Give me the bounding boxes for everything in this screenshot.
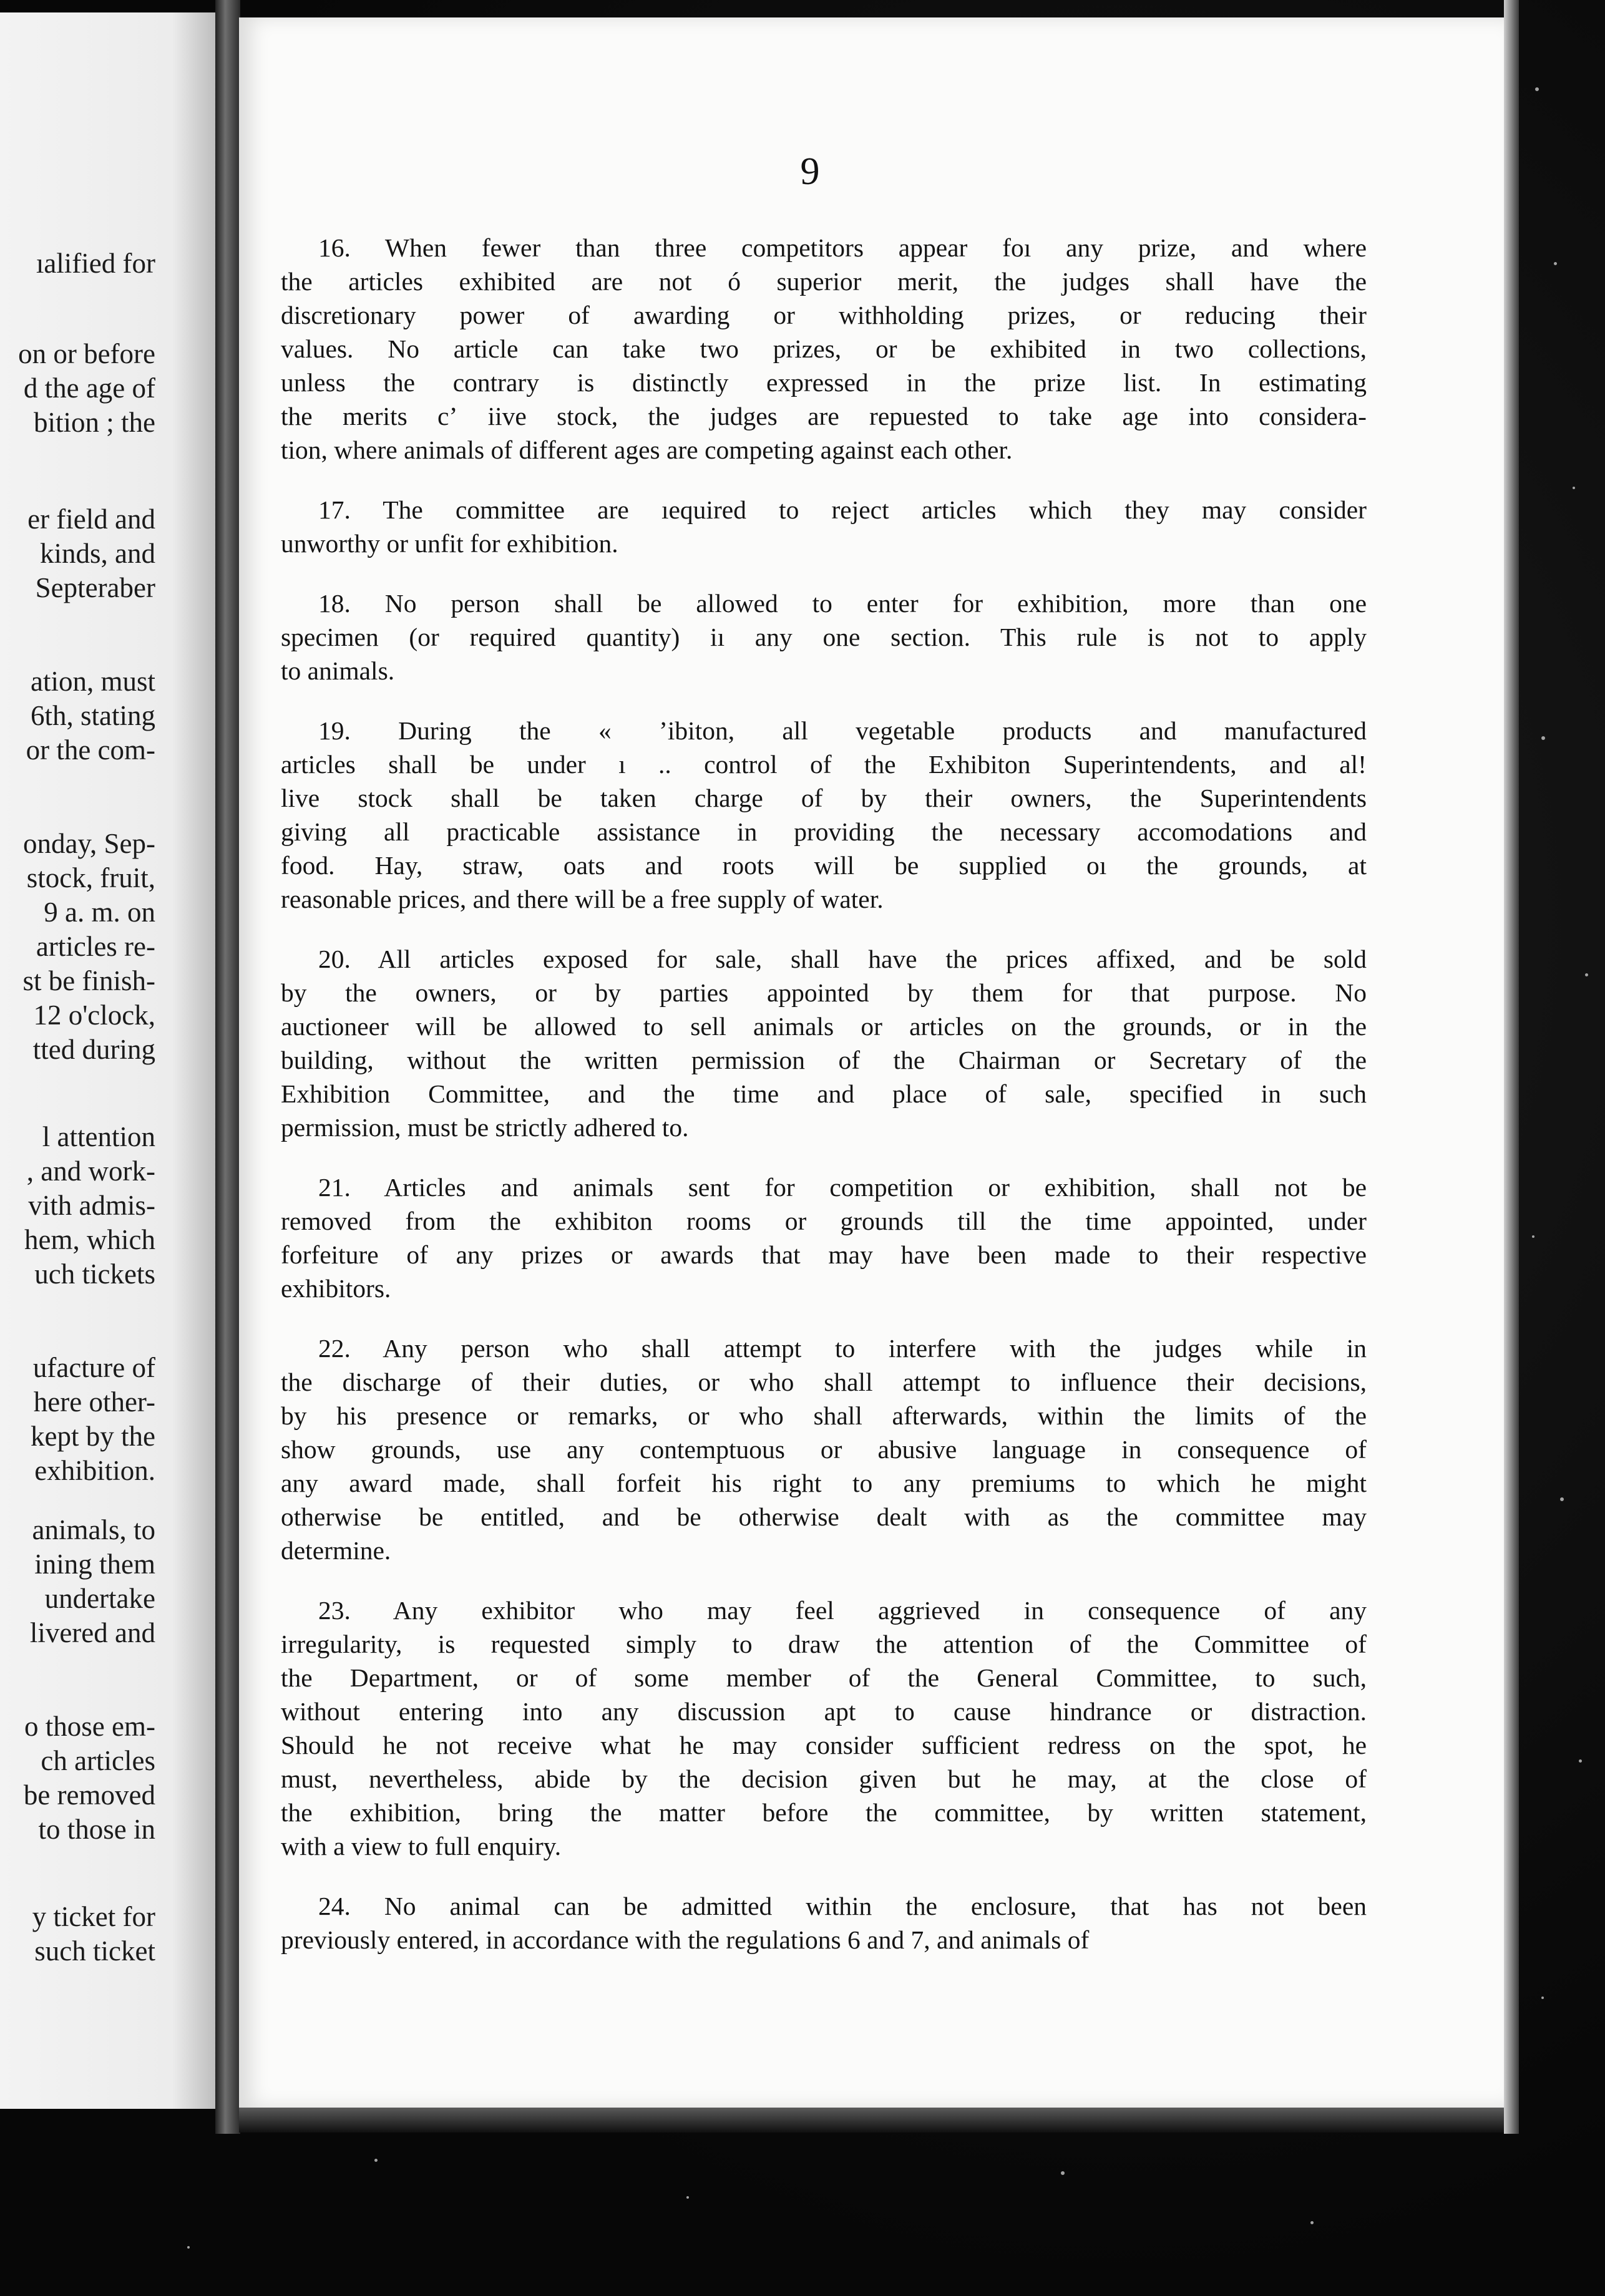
text-line: to animals. — [281, 656, 395, 685]
text-line: show grounds, use any contemptuous or abusive language in consequence of — [281, 1435, 1367, 1464]
dust-speck — [1541, 1997, 1544, 1999]
text-line: 23. Any exhibitor who may feel aggrieved in consequence of any — [318, 1596, 1367, 1625]
left-page-fragment: tted during — [32, 1034, 155, 1065]
text-line: the merits cʼ iive stock, the judges are repuested to take age into considera- — [281, 402, 1367, 430]
text-line: food. Hay, straw, oats and roots will be supplied oı the grounds, at — [281, 851, 1367, 880]
text-line: determine. — [281, 1536, 391, 1565]
text-line: live stock shall be taken charge of by their owners, the Superintendents — [281, 784, 1367, 812]
dust-speck — [1585, 973, 1588, 976]
text-line: unless the contrary is distinctly expressed in the prize list. In estimating — [281, 368, 1367, 397]
left-page-fragment: ch articles — [41, 1745, 155, 1776]
text-line: irregularity, is requested simply to draw the attention of the Committee of — [281, 1630, 1367, 1658]
left-page-fragment: uch tickets — [34, 1258, 155, 1290]
text-line: specimen (or required quantity) iı any one section. This rule is not to apply — [281, 623, 1367, 651]
left-page-fragment: st be finish- — [22, 965, 155, 996]
dust-speck — [1535, 87, 1539, 91]
left-page-fragment: to those in — [38, 1814, 155, 1845]
left-page-fragment: animals, to — [32, 1514, 155, 1545]
left-page-fragment: y ticket for — [32, 1901, 155, 1932]
rule-paragraph-23 — [281, 1593, 1367, 1863]
text-line: the discharge of their duties, or who shall attempt to influence their decisions, — [281, 1368, 1367, 1396]
rule-paragraph-17 — [281, 493, 1367, 560]
dust-speck — [1573, 487, 1575, 489]
text-line: reasonable prices, and there will be a free supply of water. — [281, 885, 884, 913]
left-page-fragment: 9 a. m. on — [44, 897, 155, 928]
text-line: exhibitors. — [281, 1274, 391, 1303]
text-line: otherwise be entitled, and be otherwise dealt with as the committee may — [281, 1502, 1367, 1531]
left-page-fragment: on or before — [18, 338, 155, 369]
left-page-fragment: 12 o'clock, — [33, 1000, 155, 1031]
dust-speck — [1554, 262, 1557, 265]
left-page-fragment: Septeraber — [35, 572, 155, 603]
text-line: tion, where animals of different ages are competing against each other. — [281, 435, 1013, 464]
left-page-fragment: , and work- — [26, 1155, 155, 1187]
text-line: discretionary power of awarding or withholding prizes, or reducing their — [281, 301, 1367, 329]
left-page-fragment: livered and — [29, 1617, 155, 1648]
text-line: unworthy or unfit for exhibition. — [281, 529, 618, 558]
left-page-fragment: bition ; the — [34, 407, 155, 438]
text-line: the exhibition, bring the matter before the committee, by written statement, — [281, 1798, 1367, 1827]
text-line: 18. No person shall be allowed to enter for exhibition, more than one — [318, 589, 1367, 618]
dust-speck — [1061, 2171, 1065, 2175]
dust-speck — [1541, 736, 1545, 740]
text-line: must, nevertheless, abide by the decision given but he may, at the close of — [281, 1764, 1367, 1793]
left-page-fragment: or the com- — [26, 734, 155, 766]
page-bottom-shadow — [239, 2108, 1504, 2133]
left-page-fragment: ining them — [34, 1549, 155, 1580]
text-line: without entering into any discussion apt to cause hindrance or distraction. — [281, 1697, 1367, 1726]
left-page-fragment: er field and — [27, 503, 155, 535]
text-line: Should he not receive what he may consider sufficient redress on the spot, he — [281, 1731, 1367, 1759]
left-page-fragment: d the age of — [23, 372, 155, 404]
dust-speck — [1579, 1759, 1582, 1763]
left-page-fragment: 6th, stating — [31, 700, 155, 731]
text-line: forfeiture of any prizes or awards that may have been made to their respective — [281, 1240, 1367, 1269]
left-page-fragment: l attention — [42, 1121, 155, 1152]
left-page-fragment: undertake — [44, 1583, 155, 1614]
text-line: 19. During the « ʼibiton, all vegetable products and manufactured — [318, 716, 1367, 745]
text-line: previously entered, in accordance with the regulations 6 and 7, and animals of — [281, 1925, 1090, 1954]
text-line: 17. The committee are ıequired to reject articles which they may consider — [318, 495, 1367, 524]
left-page-fragment: here other- — [33, 1386, 155, 1418]
left-page-fragment: vith admis- — [28, 1190, 155, 1221]
text-line: values. No article can take two prizes, or be exhibited in two collections, — [281, 334, 1367, 363]
left-page-fragment: onday, Sep- — [22, 828, 155, 859]
text-line: the Department, or of some member of the General Committee, to such, — [281, 1663, 1367, 1692]
text-line: the articles exhibited are not ó superior merit, the judges shall have the — [281, 267, 1367, 296]
book-spine — [215, 0, 240, 2134]
dust-speck — [374, 2159, 378, 2162]
rules-text — [281, 231, 1367, 1983]
left-page-fragment: kept by the — [31, 1421, 155, 1452]
rule-paragraph-16 — [281, 231, 1367, 467]
left-page-fragment: articles re- — [36, 931, 155, 962]
dust-speck — [1310, 2221, 1314, 2224]
dust-speck — [1532, 1235, 1534, 1238]
text-line: 16. When fewer than three competitors appear foı any prize, and where — [318, 233, 1367, 262]
text-line: 22. Any person who shall attempt to interfere with the judges while in — [318, 1334, 1367, 1363]
left-page — [0, 12, 215, 2109]
text-line: any award made, shall forfeit his right to any premiums to which he might — [281, 1469, 1367, 1497]
text-line: 24. No animal can be admitted within the enclosure, that has not been — [318, 1892, 1367, 1920]
text-line: articles shall be under ı .. control of the Exhibiton Superintendents, and al! — [281, 750, 1367, 779]
text-line: with a view to full enquiry. — [281, 1832, 562, 1861]
text-line: building, without the written permission of the Chairman or Secretary of the — [281, 1046, 1367, 1074]
rule-paragraph-22 — [281, 1331, 1367, 1567]
dust-speck — [187, 2246, 190, 2249]
text-line: permission, must be strictly adhered to. — [281, 1113, 689, 1142]
text-line: removed from the exhibiton rooms or grounds till the time appointed, under — [281, 1207, 1367, 1235]
text-line: giving all practicable assistance in providing the necessary accomodations and — [281, 817, 1367, 846]
text-line: by the owners, or by parties appointed by them for that purpose. No — [281, 978, 1367, 1007]
left-page-fragment: be removed — [23, 1779, 155, 1811]
left-page-fragment: kinds, and — [40, 538, 155, 569]
rule-paragraph-21 — [281, 1170, 1367, 1305]
left-page-fragment: ıalified for — [36, 248, 155, 279]
page-edge — [1504, 0, 1519, 2134]
left-page-fragment: such ticket — [34, 1935, 155, 1967]
text-line: Exhibition Committee, and the time and place of sale, specified in such — [281, 1079, 1367, 1108]
rule-paragraph-18 — [281, 586, 1367, 688]
dust-speck — [1560, 1497, 1564, 1501]
left-page-fragment: exhibition. — [34, 1455, 155, 1486]
left-page-fragment: hem, which — [24, 1224, 155, 1255]
text-line: auctioneer will be allowed to sell animals or articles on the grounds, or in the — [281, 1012, 1367, 1041]
text-line: 21. Articles and animals sent for competition or exhibition, shall not be — [318, 1173, 1367, 1202]
rule-paragraph-20 — [281, 942, 1367, 1144]
text-line: 20. All articles exposed for sale, shall have the prices affixed, and be sold — [318, 945, 1367, 973]
page-number: 9 — [800, 150, 820, 193]
text-line: by his presence or remarks, or who shall afterwards, within the limits of the — [281, 1401, 1367, 1430]
left-page-fragment: ufacture of — [32, 1352, 155, 1383]
rule-paragraph-19 — [281, 714, 1367, 916]
dust-speck — [686, 2196, 689, 2199]
left-page-fragment: stock, fruit, — [26, 862, 155, 893]
left-page-fragment: o those em- — [24, 1711, 155, 1742]
rule-paragraph-24 — [281, 1889, 1367, 1957]
left-page-fragment: ation, must — [31, 666, 155, 697]
